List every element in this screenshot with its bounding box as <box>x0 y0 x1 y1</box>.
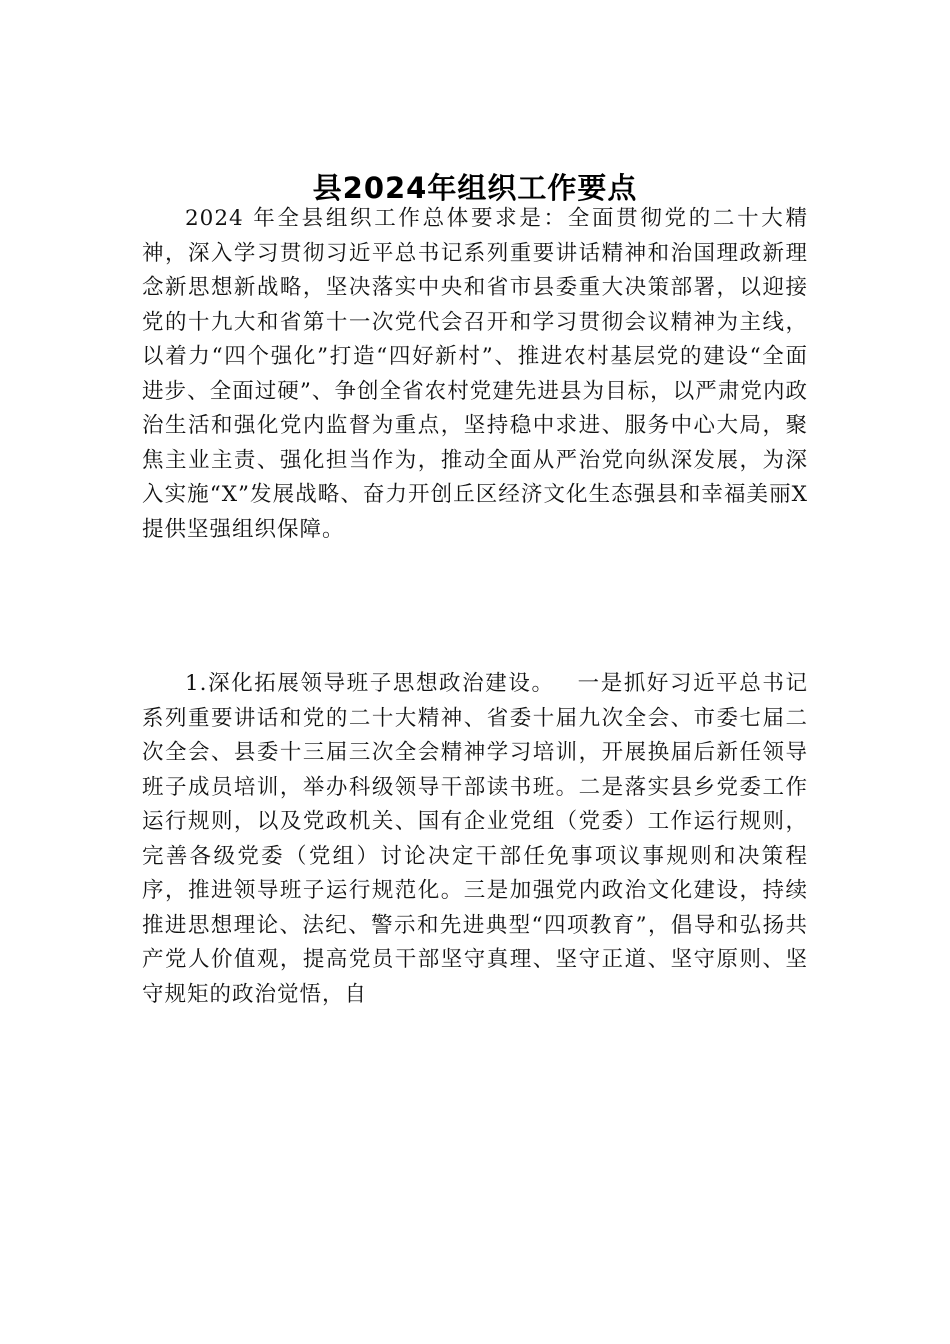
document-title: 县2024年组织工作要点 <box>312 171 638 205</box>
section-heading: 1.深化拓展领导班子思想政治建设。 <box>185 671 555 696</box>
paragraph-leadership-building <box>142 667 808 1012</box>
heading-gap <box>555 671 578 696</box>
section-body: 一是抓好习近平总书记系列重要讲话和党的二十大精神、省委十届九次全会、市委七届二次全会、县委十三届三次全会精神学习培训，开展换届后新任领导班子成员培训，举办科级领导干部读书班。二是落实县乡党委工作运行规则，以及党政机关、国有企业党组（党委）工作运行规则，完善各级党委（党组）讨论决定干部任免事项议事规则和决策程序，推进领导班子运行规范化。三是加强党内政治文化建设，持续推进思想理论、法纪、警示和先进典型“四项教育”，倡导和弘扬共产党人价值观，提高党员干部坚守真理、坚守正道、坚守原则、坚守规矩的政治觉悟，自 <box>142 671 808 1007</box>
paragraph-general-requirements: 2024 年全县组织工作总体要求是：全面贯彻党的二十大精神，深入学习贯彻习近平总书记系列重要讲话精神和治国理政新理念新思想新战略，坚决落实中央和省市县委重大决策部署，以迎接党的十九大和省第十一次党代会召开和学习贯彻会议精神为主线，以着力“四个强化”打造“四好新村”、推进农村基层党的建设“全面进步、全面过硬”、争创全省农村党建先进县为目标，以严肃党内政治生活和强化党内监督为重点，坚持稳中求进、服务中心大局，聚焦主业主责、强化担当作为，推动全面从严治党向纵深发展，为深入实施“X”发展战略、奋力开创丘区经济文化生态强县和幸福美丽X提供坚强组织保障。 <box>142 206 808 542</box>
